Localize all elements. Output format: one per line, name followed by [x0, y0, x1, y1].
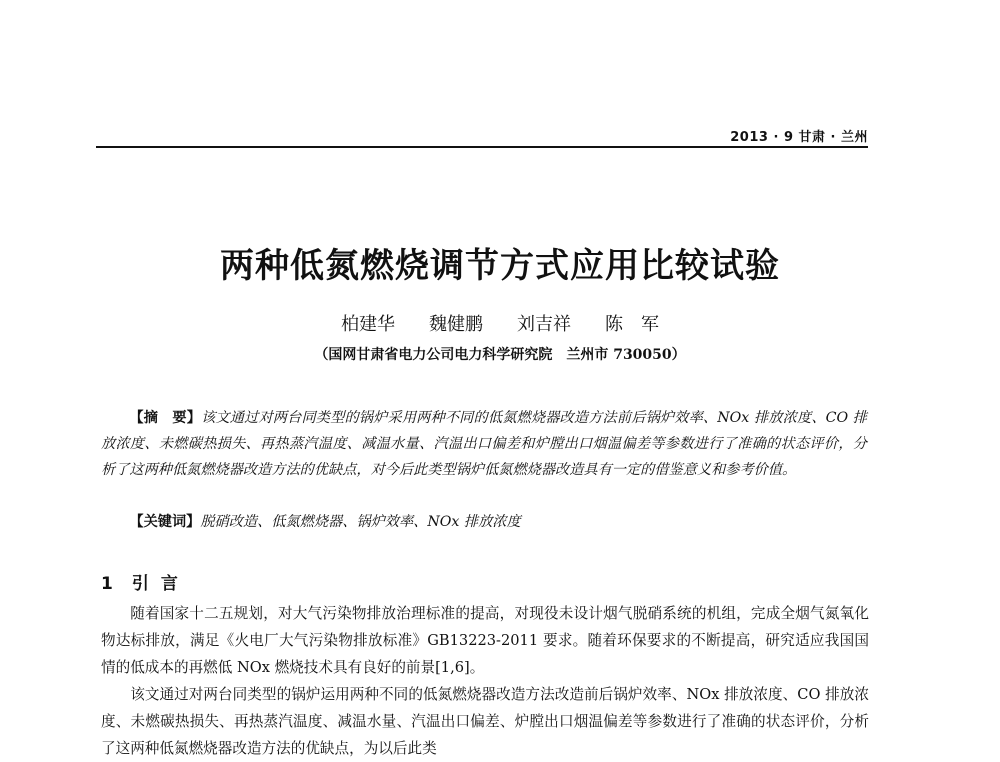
abstract-label: 【摘 要】	[129, 410, 202, 426]
author-name: 柏建华	[341, 314, 395, 335]
keywords-label: 【关键词】	[129, 514, 201, 530]
section-heading	[101, 569, 190, 594]
keywords-text: 脱硝改造、低氮燃烧器、锅炉效率、NOx 排放浓度	[200, 514, 521, 530]
author-name: 魏健鹏	[429, 314, 483, 335]
section-title: 引言	[131, 574, 190, 594]
journal-header-info: 2013 · 9 甘肃 · 兰州	[730, 130, 868, 145]
author-list	[0, 310, 1000, 336]
abstract-text: 该文通过对两台同类型的锅炉采用两种不同的低氮燃烧器改造方法前后锅炉效率、NOx 排放浓度、CO 排放浓度、未燃碳热损失、再热蒸汽温度、减温水量、汽温出口偏差和炉膛出口烟温偏差等参数进行了准确的状态评价，分析了这两种低氮燃烧器改造方法的优缺点，对今后此类型锅炉低氮燃烧器改造具有一定的借鉴意义和参考价值。	[101, 410, 867, 478]
body-paragraph: 随着国家十二五规划，对大气污染物排放治理标准的提高，对现役未设计烟气脱硝系统的机组，完成全烟气氮氧化物达标排放，满足《火电厂大气污染物排放标准》GB13223-2011 要求。随着环保要求的不断提高，研究适应我国国情的低成本的再燃低 NOx 燃烧技术具有良好的前景[1,6]。	[101, 605, 869, 676]
section-number: 1	[101, 574, 114, 594]
body-paragraph: 该文通过对两台同类型的锅炉运用两种不同的低氮燃烧器改造方法改造前后锅炉效率、NOx 排放浓度、CO 排放浓度、未燃碳热损失、再热蒸汽温度、减温水量、汽温出口偏差、炉膛出口烟温偏差等参数进行了准确的状态评价，分析了这两种低氮燃烧器改造方法的优缺点，为以后此类	[101, 686, 869, 757]
keywords	[101, 509, 867, 535]
article-title: 两种低氮燃烧调节方式应用比较试验	[220, 246, 780, 286]
header-divider	[96, 146, 868, 148]
author-affiliation: （国网甘肃省电力公司电力科学研究院 兰州市 730050）	[314, 347, 686, 363]
author-name: 陈 军	[605, 314, 659, 335]
abstract	[101, 405, 867, 483]
author-name: 刘吉祥	[517, 314, 571, 335]
